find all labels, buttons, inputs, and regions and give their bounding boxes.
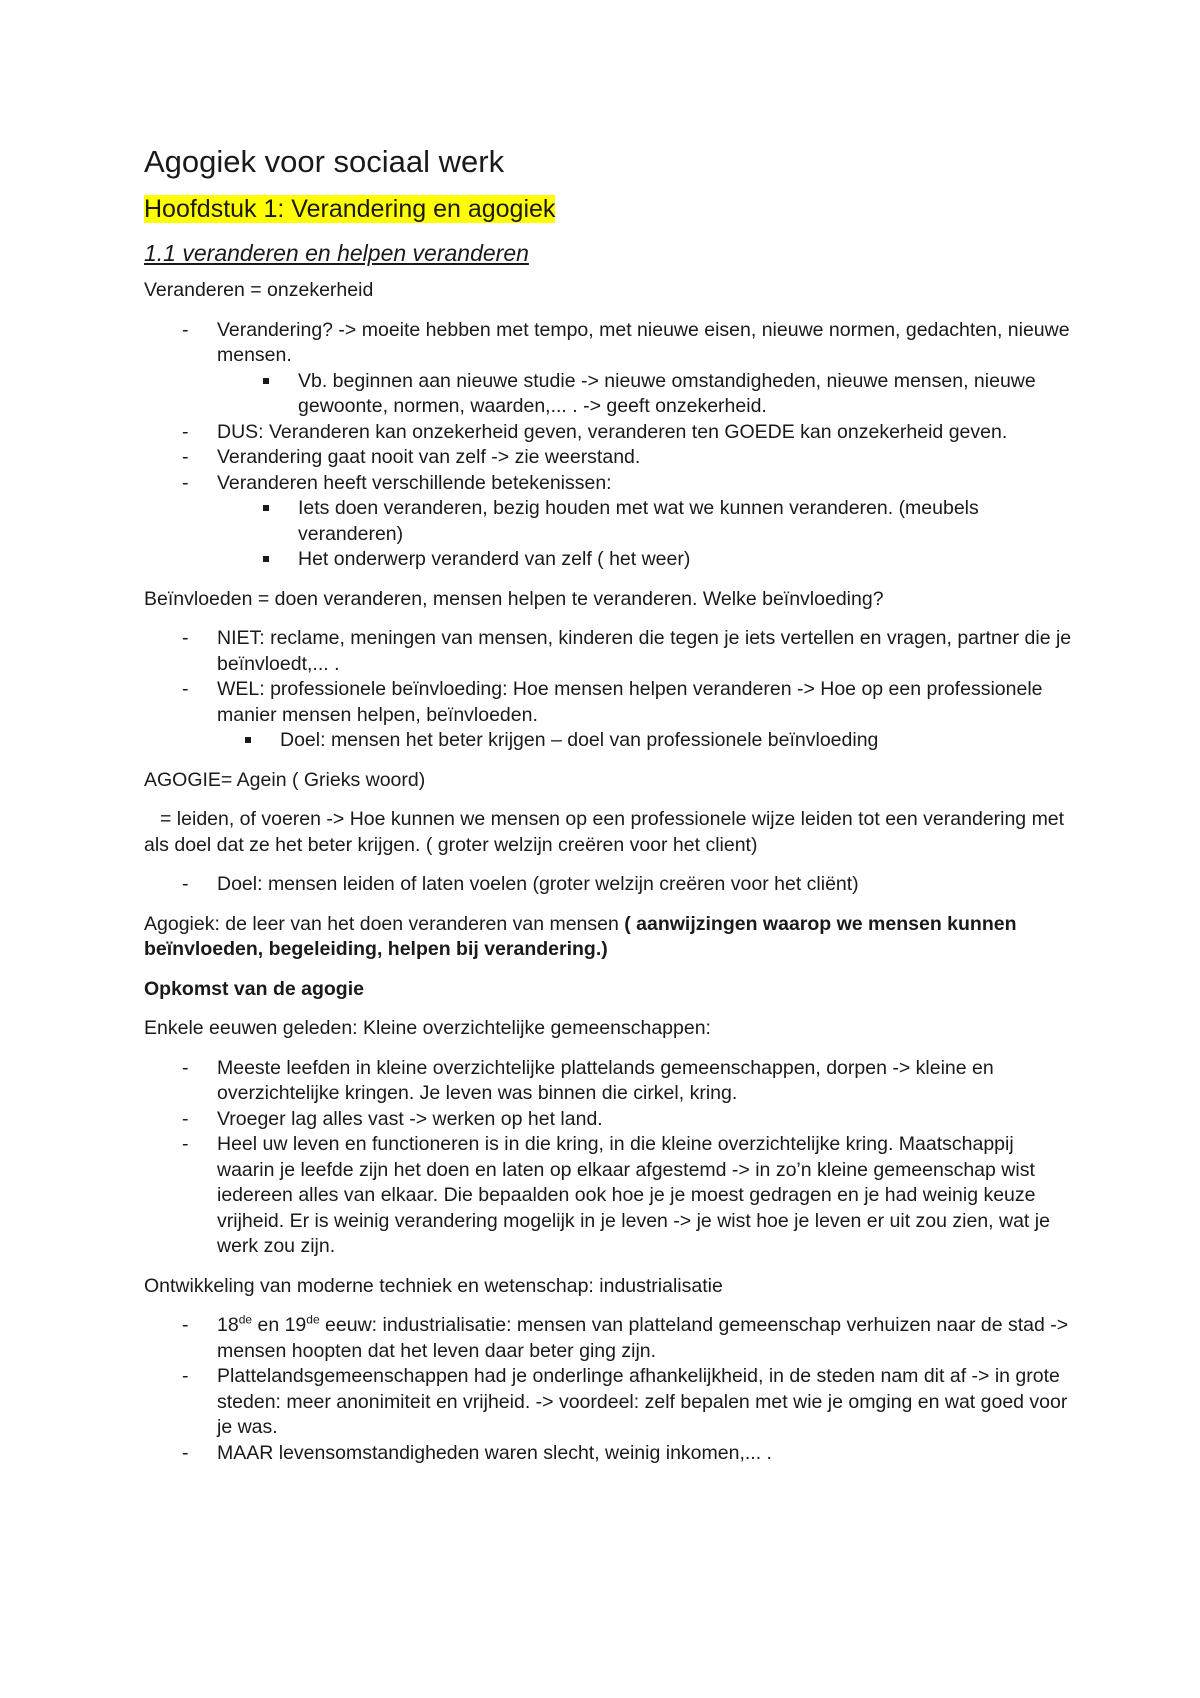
dash-bullet: - xyxy=(182,446,189,469)
sub-list-item-text: Doel: mensen het beter krijgen – doel van professionele beïnvloeding xyxy=(280,729,879,752)
paragraph xyxy=(144,807,1074,858)
text-fragment: 18 xyxy=(217,1314,239,1337)
list-item-text: Plattelandsgemeenschappen had je onderlinge afhankelijkheid, in de steden nam dit af -> in grote steden: meer anonimiteit en vrijheid. -> voordeel: zelf bepalen met wie je omging en wat goed voor je was. xyxy=(217,1365,1068,1439)
document-body xyxy=(144,143,1074,1480)
dash-bullet: - xyxy=(182,1314,189,1337)
paragraph: Veranderen = onzekerheid xyxy=(144,279,374,302)
dash-bullet: - xyxy=(182,678,189,701)
list-item xyxy=(144,1313,1074,1364)
dash-list xyxy=(144,318,1074,573)
sub-list-item-text: Het onderwerp veranderd van zelf ( het weer) xyxy=(298,548,691,571)
sub-list xyxy=(258,496,1074,573)
paragraph-text: = leiden, of voeren -> Hoe kunnen we mensen op een professionele wijze leiden tot een verandering met als doel dat ze het beter krijgen. ( groter welzijn creëren voor het client) xyxy=(144,808,1065,856)
list-item xyxy=(144,1364,1074,1441)
dash-list xyxy=(144,626,1074,754)
sub-list-item xyxy=(258,547,1074,573)
text-fragment: eeuw: industrialisatie: mensen van platteland gemeenschap verhuizen naar de stad -> mensen hoopten dat het leven daar beter ging zijn. xyxy=(217,1314,1069,1362)
list-item xyxy=(144,677,1074,754)
dash-bullet: - xyxy=(182,420,189,443)
dash-bullet: - xyxy=(182,318,189,341)
list-item xyxy=(144,420,1074,446)
list-item-text: MAAR levensomstandigheden waren slecht, weinig inkomen,... . xyxy=(217,1441,772,1464)
dash-list xyxy=(144,1056,1074,1260)
superscript: de xyxy=(306,1312,320,1327)
dash-bullet: - xyxy=(182,1365,189,1388)
list-item xyxy=(144,318,1074,420)
list-item-text: DUS: Veranderen kan onzekerheid geven, veranderen ten GOEDE kan onzekerheid geven. xyxy=(217,420,1008,443)
text-fragment: en 19 xyxy=(252,1314,307,1337)
sub-list xyxy=(240,728,1074,754)
sub-list xyxy=(258,369,1074,420)
list-item xyxy=(144,471,1074,573)
paragraph-text: Agogiek: de leer van het doen veranderen van mensen xyxy=(144,912,625,935)
list-item-text xyxy=(217,1314,1068,1362)
dash-bullet: - xyxy=(182,471,189,494)
dash-bullet: - xyxy=(182,1133,189,1156)
paragraph xyxy=(144,912,1074,963)
dash-bullet: - xyxy=(182,1107,189,1130)
dash-bullet: - xyxy=(182,627,189,650)
list-item-text: Veranderen heeft verschillende betekenissen: xyxy=(217,471,612,494)
sub-list-item xyxy=(258,369,1074,420)
list-item-text: Verandering? -> moeite hebben met tempo, met nieuwe eisen, nieuwe normen, gedachten, nieuwe mensen. xyxy=(217,318,1070,367)
sub-list-item-text: Iets doen veranderen, bezig houden met wat we kunnen veranderen. (meubels veranderen) xyxy=(298,497,979,545)
list-item xyxy=(144,1441,1074,1467)
dash-list xyxy=(144,1313,1074,1466)
chapter-heading-highlight: Hoofdstuk 1: Verandering en agogiek xyxy=(144,195,556,224)
list-item xyxy=(144,1056,1074,1107)
list-item-text: Vroeger lag alles vast -> werken op het land. xyxy=(217,1107,603,1130)
paragraph: Enkele eeuwen geleden: Kleine overzichtelijke gemeenschappen: xyxy=(144,1017,711,1040)
dash-list xyxy=(144,872,1074,898)
paragraph: Beïnvloeden = doen veranderen, mensen helpen te veranderen. Welke beïnvloeding? xyxy=(144,587,884,610)
list-item xyxy=(144,445,1074,471)
superscript: de xyxy=(238,1312,253,1327)
paragraph: AGOGIE= Agein ( Grieks woord) xyxy=(144,768,426,791)
paragraph: Ontwikkeling van moderne techniek en wetenschap: industrialisatie xyxy=(144,1274,723,1297)
list-item-text: NIET: reclame, meningen van mensen, kinderen die tegen je iets vertellen en vragen, partner die je beïnvloedt,... . xyxy=(217,627,1072,675)
list-item xyxy=(144,626,1074,677)
square-bullet-icon xyxy=(263,556,269,562)
dash-bullet: - xyxy=(182,1441,189,1464)
list-item-text: Verandering gaat nooit van zelf -> zie weerstand. xyxy=(217,446,641,469)
section-heading: 1.1 veranderen en helpen veranderen xyxy=(144,240,529,267)
list-item-text: WEL: professionele beïnvloeding: Hoe mensen helpen veranderen -> Hoe op een professionele manier mensen helpen, beïnvloeden. xyxy=(217,678,1043,726)
list-item xyxy=(144,872,1074,898)
paragraph-bold-text: ( aanwijzingen waarop we mensen kunnen beïnvloeden, begeleiding, helpen bij verandering.) xyxy=(144,912,1017,961)
list-item xyxy=(144,1132,1074,1260)
list-item xyxy=(144,1107,1074,1133)
sub-list-item xyxy=(258,496,1074,547)
list-item-text: Meeste leefden in kleine overzichtelijke plattelands gemeenschappen, dorpen -> kleine en overzichtelijke kringen. Je leven was binnen die cirkel, kring. xyxy=(217,1056,994,1105)
sub-list-item xyxy=(240,728,1074,754)
square-bullet-icon xyxy=(263,505,269,511)
dash-bullet: - xyxy=(182,873,189,896)
subheading: Opkomst van de agogie xyxy=(144,977,364,1000)
chapter-heading xyxy=(144,194,1074,225)
list-item-text: Heel uw leven en functioneren is in die kring, in die kleine overzichtelijke kring. Maatschappij waarin je leefde zijn het doen en laten op elkaar afgestemd -> in zo’n kleine gemeenschap wist iedereen alles van elkaar. Die bepaalden ook hoe je je moest gedragen en je had weinig keuze vrijheid. Er is weinig verandering mogelijk in je leven -> je wist hoe je leven er uit zou zien, wat je werk zou zijn. xyxy=(217,1133,1050,1258)
sub-list-item-text: Vb. beginnen aan nieuwe studie -> nieuwe omstandigheden, nieuwe mensen, nieuwe gewoonte, normen, waarden,... . -> geeft onzekerheid. xyxy=(298,369,1036,418)
dash-bullet: - xyxy=(182,1056,189,1079)
square-bullet-icon xyxy=(245,737,251,743)
document-title: Agogiek voor sociaal werk xyxy=(144,144,505,179)
list-item-text: Doel: mensen leiden of laten voelen (groter welzijn creëren voor het cliënt) xyxy=(217,873,859,896)
square-bullet-icon xyxy=(263,378,269,384)
